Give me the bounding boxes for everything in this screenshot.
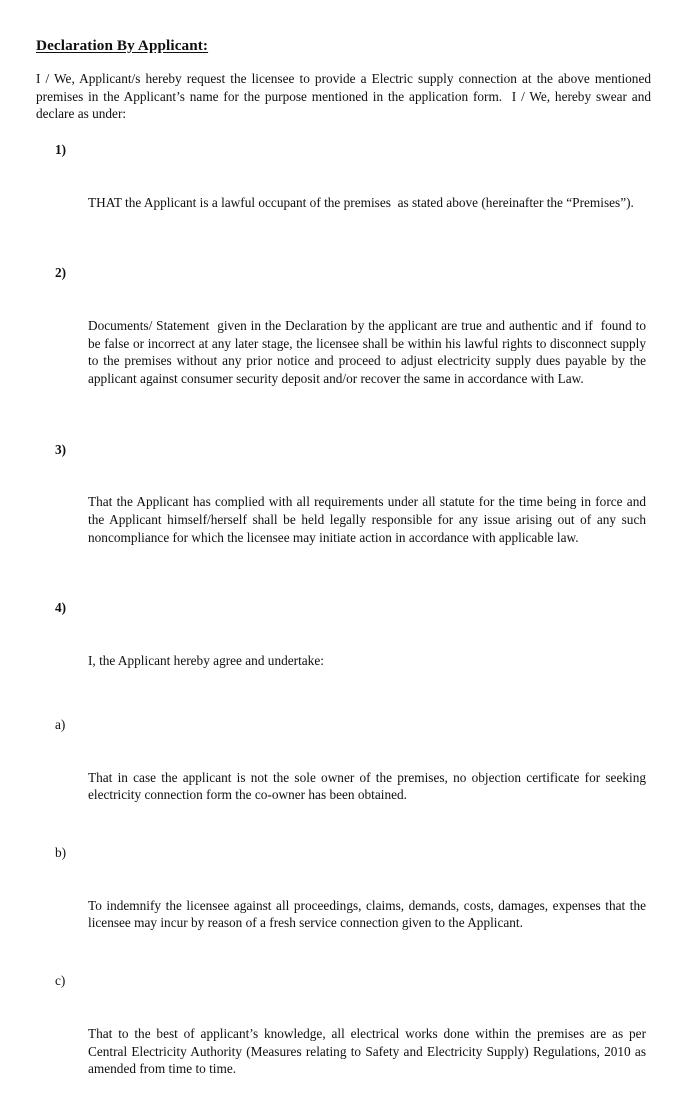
list-item <box>36 441 659 582</box>
list-item-text: Documents/ Statement given in the Declaration by the applicant are true and authentic and if found to be false or incorrect at any later stage, the licensee shall be within his lawful rights to disconnect supply to the premises without any prior notice and proceed to adjust electricity supply dues payable by the applicant against consumer security deposit and/or recover the same in accordance with Law. <box>88 318 650 386</box>
list-item <box>36 716 659 839</box>
list-item-text: That in case the applicant is not the sole owner of the premises, no objection certificate for seeking electricity connection form the co-owner has been obtained. <box>88 769 650 803</box>
list-item <box>36 844 659 967</box>
list-item <box>36 972 659 1113</box>
list-marker: 1) <box>55 141 67 157</box>
lettered-clause-list <box>36 716 659 1113</box>
list-item-text: I, the Applicant hereby agree and undertake: <box>88 653 324 669</box>
list-item-text: To indemnify the licensee against all proceedings, claims, demands, costs, damages, expenses that the licensee may incur by reason of a fresh service connection given to the Applicant. <box>88 897 650 931</box>
list-item-text: That the Applicant has complied with all requirements under all statute for the time being in force and the Applicant himself/herself shall be held legally responsible for any issue arising out of any such noncompliance for which the licensee may initiate action in accordance with applicable law. <box>88 494 650 545</box>
list-item <box>36 599 659 705</box>
list-marker: 3) <box>55 441 67 457</box>
list-item <box>36 141 659 247</box>
list-marker: a) <box>55 716 66 732</box>
list-marker: 4) <box>55 600 67 616</box>
page-title: Declaration By Applicant: <box>36 37 209 54</box>
list-item <box>36 264 659 422</box>
list-marker: c) <box>55 973 66 989</box>
list-item-text: That to the best of applicant’s knowledge, all electrical works done within the premises are as per Central Electricity Authority (Measures relating to Safety and Electricity Supply) Regulations, 2010 as amended from time to time. <box>88 1026 650 1077</box>
intro-paragraph: I / We, Applicant/s hereby request the licensee to provide a Electric supply connection at the above mentioned premises in the Applicant’s name for the purpose mentioned in the application form. I / We, hereby swear and declare as under: <box>36 70 655 122</box>
numbered-clause-list <box>36 141 659 705</box>
list-marker: 2) <box>55 265 67 281</box>
list-item-text: THAT the Applicant is a lawful occupant of the premises as stated above (hereinafter the “Premises”). <box>88 194 634 210</box>
list-marker: b) <box>55 845 67 861</box>
